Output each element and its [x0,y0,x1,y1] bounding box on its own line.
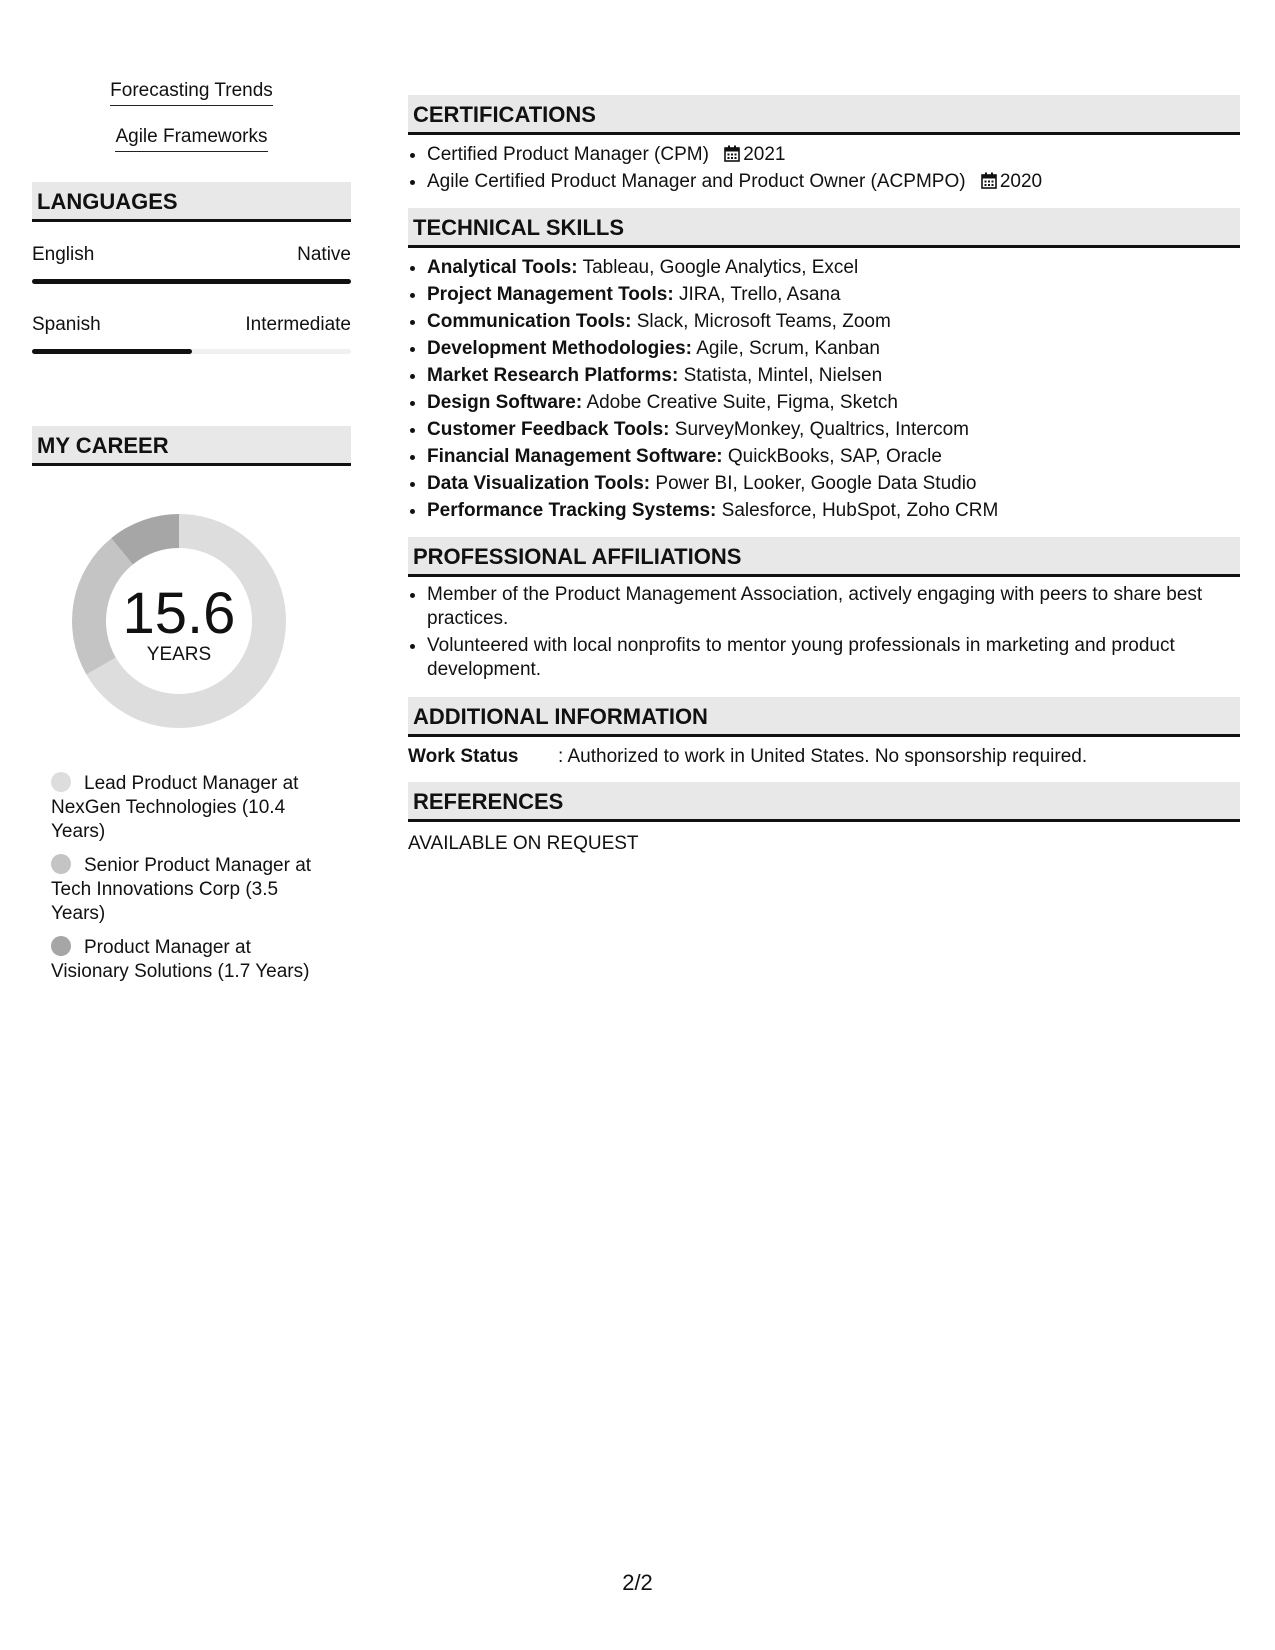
technical-skills-list [408,254,1240,524]
work-status-value: : Authorized to work in United States. No sponsorship required. [558,746,1088,767]
certification-name: Certified Product Manager (CPM) [427,144,709,165]
language-item [32,244,351,284]
skill-tools: Power BI, Looker, Google Data Studio [655,473,977,494]
language-proficiency-fill [32,349,192,354]
skill-category: Project Management Tools: [427,284,674,305]
work-status-label: Work Status [408,746,519,767]
language-proficiency-bar [32,349,351,354]
certifications-header: CERTIFICATIONS [408,95,1240,135]
technical-skill-item [427,254,1240,281]
career-legend [32,772,351,984]
career-donut-chart [64,506,294,736]
main-column [408,95,1240,856]
affiliations-header: PROFESSIONAL AFFILIATIONS [408,537,1240,577]
certification-year: 2020 [999,171,1043,192]
references-header: REFERENCES [408,782,1240,822]
skill-tools: Tableau, Google Analytics, Excel [582,257,859,278]
technical-skill-item [427,335,1240,362]
technical-skill-item [427,362,1240,389]
technical-skill-item [427,389,1240,416]
technical-skill-item [427,470,1240,497]
page-number: 2/2 [622,1570,653,1595]
skill-tools: Salesforce, HubSpot, Zoho CRM [721,500,999,521]
skill-category: Design Software: [427,392,583,413]
skill-item [32,126,351,152]
certification-year: 2021 [743,144,786,165]
career-legend-label: Lead Product Manager at NexGen Technologies (10.4 Years) [51,773,299,842]
certifications-list [408,141,1240,195]
language-item [32,314,351,354]
skill-category: Development Methodologies: [427,338,692,359]
career-legend-label: Product Manager at Visionary Solutions (1.7 Years) [51,937,310,982]
skill-category: Analytical Tools: [427,257,578,278]
skill-tools: Agile, Scrum, Kanban [696,338,880,359]
career-total-unit: YEARS [146,644,212,665]
language-name: English [32,244,95,265]
legend-dot-icon [51,772,71,792]
affiliation-item: • Member of the Product Management Association, actively engaging with peers to share best practices. [427,583,1240,631]
language-proficiency-fill [32,279,351,284]
career-header: MY CAREER [32,426,351,466]
calendar-icon [981,172,997,189]
sidebar [32,80,351,994]
additional-info-header: ADDITIONAL INFORMATION [408,697,1240,737]
skill-category: Communication Tools: [427,311,632,332]
career-legend-item [32,854,321,926]
language-proficiency-bar [32,279,351,284]
skill-label: Forecasting Trends [110,80,273,106]
language-level: Native [297,244,351,265]
legend-dot-icon [51,854,71,874]
language-level: Intermediate [245,314,351,335]
skill-label: Agile Frameworks [115,126,267,152]
legend-dot-icon [51,936,71,956]
technical-skill-item [427,443,1240,470]
technical-skill-item [427,281,1240,308]
career-legend-label: Senior Product Manager at Tech Innovations Corp (3.5 Years) [51,855,312,924]
certification-item [427,141,1240,168]
skill-category: Customer Feedback Tools: [427,419,670,440]
career-total-value: 15.6 [122,581,236,646]
calendar-icon [724,145,740,162]
skill-tools: Statista, Mintel, Nielsen [683,365,883,386]
certification-name: Agile Certified Product Manager and Product Owner (ACPMPO) [427,171,966,192]
skill-category: Market Research Platforms: [427,365,679,386]
career-legend-item [32,936,321,984]
technical-skill-item [427,308,1240,335]
affiliation-item: • Volunteered with local nonprofits to mentor young professionals in marketing and product development. [427,634,1240,682]
technical-skill-item [427,416,1240,443]
skill-tools: Slack, Microsoft Teams, Zoom [636,311,891,332]
affiliations-list [408,583,1240,682]
skill-item [32,80,351,106]
technical-skills-header: TECHNICAL SKILLS [408,208,1240,248]
career-legend-item [32,772,321,844]
references-text: AVAILABLE ON REQUEST [408,833,639,854]
skill-tools: JIRA, Trello, Asana [678,284,841,305]
skill-tools: SurveyMonkey, Qualtrics, Intercom [674,419,970,440]
skill-tools: Adobe Creative Suite, Figma, Sketch [586,392,898,413]
skill-tools: QuickBooks, SAP, Oracle [727,446,942,467]
skill-category: Performance Tracking Systems: [427,500,717,521]
language-name: Spanish [32,314,101,335]
certification-item [427,168,1240,195]
career-total [64,506,294,736]
skill-category: Financial Management Software: [427,446,723,467]
technical-skill-item [427,497,1240,524]
skill-category: Data Visualization Tools: [427,473,651,494]
work-status-row [408,745,1240,769]
languages-header: LANGUAGES [32,182,351,222]
